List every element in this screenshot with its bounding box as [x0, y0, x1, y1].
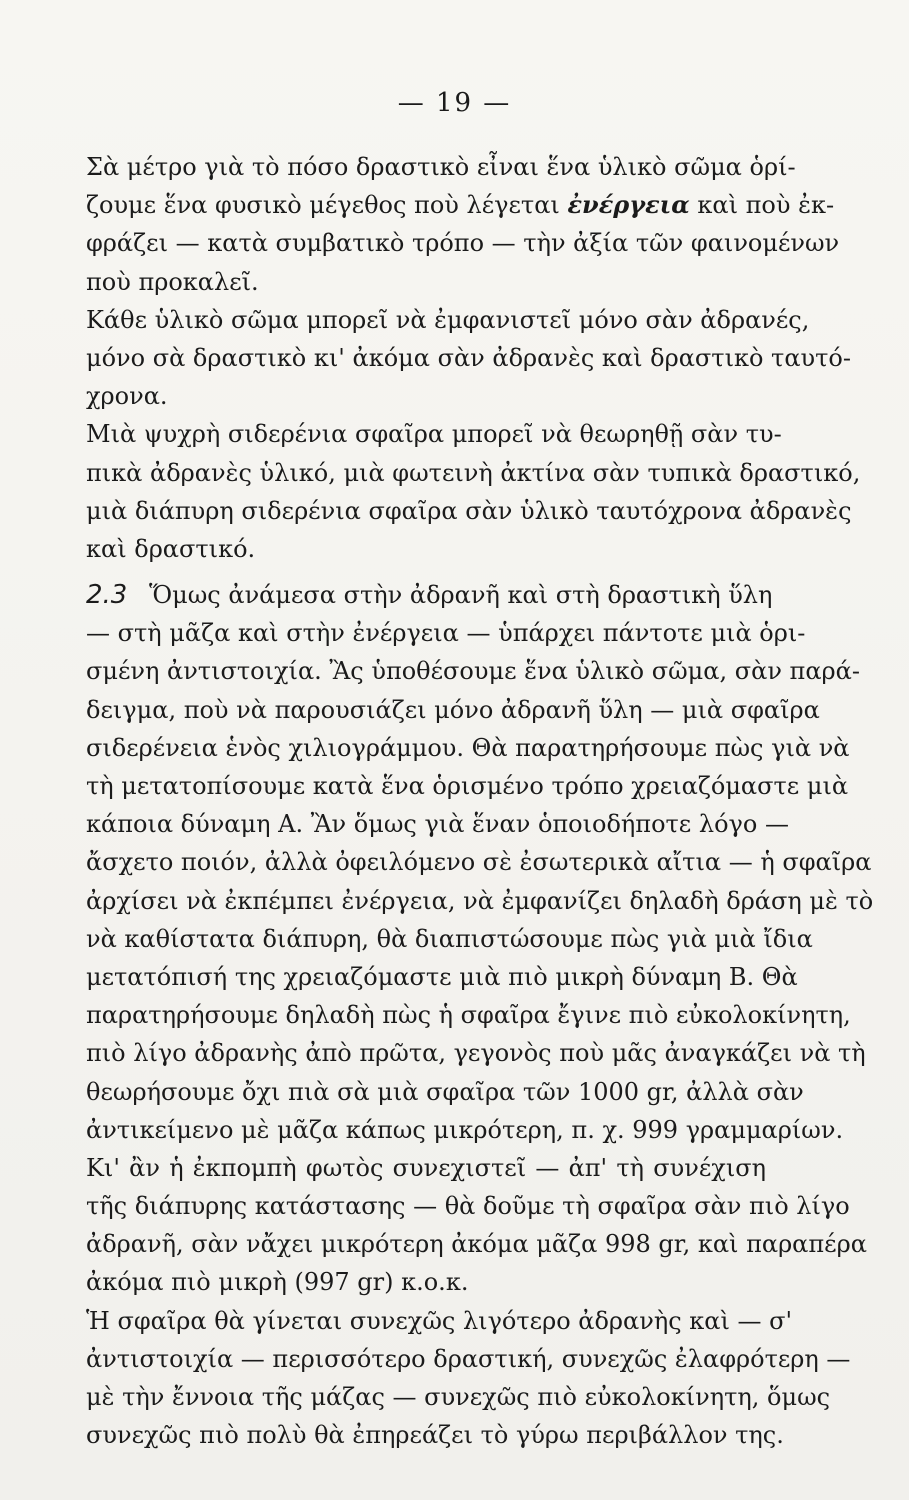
text-line: Ἡ σφαῖρα θὰ γίνεται συνεχῶς λιγότερο ἀδρανὴς καὶ — σ': [86, 1306, 793, 1335]
text-line: δειγμα, ποὺ νὰ παρουσιάζει μόνο ἀδρανῆ ὕλη — μιὰ σφαῖρα: [86, 695, 820, 724]
text-line: Κάθε ὑλικὸ σῶμα μπορεῖ νὰ ἐμφανιστεῖ μόνο σὰν ἀδρανές,: [86, 305, 810, 334]
text-line: παρατηρήσουμε δηλαδὴ πὼς ἡ σφαῖρα ἔγινε πιὸ εὐκολοκίνητη,: [86, 1001, 851, 1030]
text-line: ἄσχετο ποιόν, ἀλλὰ ὀφειλόμενο σὲ ἐσωτερικὰ αἴτια — ἡ σφαῖρα: [86, 848, 872, 877]
text-line: Σὰ μέτρο γιὰ τὸ πόσο δραστικὸ εἶναι ἕνα ὑλικὸ σῶμα ὁρί-: [86, 153, 796, 181]
page-number: — 19 —: [397, 88, 512, 118]
text-line: τὴ μετατοπίσουμε κατὰ ἕνα ὁρισμένο τρόπο χρειαζόμαστε μιὰ: [86, 772, 849, 800]
text-line: κάποια δύναμη Α. Ἂν ὅμως γιὰ ἕναν ὁποιοδήποτε λόγο —: [86, 810, 789, 839]
text-line: νὰ καθίστατα διάπυρη, θὰ διαπιστώσουμε πὼς γιὰ μιὰ ἴδια: [86, 924, 813, 953]
text-line: συνεχῶς πιὸ πολὺ θὰ ἐπηρεάζει τὸ γύρω περιβάλλον της.: [86, 1421, 784, 1450]
body-text: [86, 148, 874, 1454]
text-line: ἀδρανῆ, σὰν νἄχει μικρότερη ἀκόμα μᾶζα 998 gr, καὶ παραπέρα: [86, 1230, 867, 1259]
text-line: ποὺ προκαλεῖ.: [86, 267, 259, 296]
text-line: Μιὰ ψυχρὴ σιδερένια σφαῖρα μπορεῖ νὰ θεωρηθῇ σὰν τυ-: [86, 420, 782, 449]
text-line: μόνο σὰ δραστικὸ κι' ἀκόμα σὰν ἀδρανὲς καὶ δραστικὸ ταυτό-: [86, 343, 851, 372]
term-energy: ἐνέργεια: [567, 190, 690, 220]
text-line: ἀντικείμενο μὲ μᾶζα κάπως μικρότερη, π. χ. 999 γραμμαρίων.: [86, 1115, 844, 1144]
text-line: [86, 186, 835, 224]
text-line: σμένη ἀντιστοιχία. Ἂς ὑποθέσουμε ἕνα ὑλικὸ σῶμα, σὰν παρά-: [86, 657, 860, 686]
text-line: μετατόπισή της χρειαζόμαστε μιὰ πιὸ μικρὴ δύναμη Β. Θὰ: [86, 962, 798, 991]
text-line: σιδερένεια ἑνὸς χιλιογράμμου. Θὰ παρατηρήσουμε πὼς γιὰ νὰ: [86, 733, 850, 762]
text-line: τῆς διάπυρης κατάστασης — θὰ δοῦμε τὴ σφαῖρα σὰν πιὸ λίγο: [86, 1192, 850, 1221]
section-number: 2.3: [86, 580, 128, 611]
text-line: χρονα.: [86, 382, 168, 411]
text-line: καὶ δραστικό.: [86, 534, 256, 563]
text-line: ἀντιστοιχία — περισσότερο δραστική, συνεχῶς ἐλαφρότερη —: [86, 1344, 851, 1373]
text-line: — στὴ μᾶζα καὶ στὴν ἐνέργεια — ὑπάρχει πάντοτε μιὰ ὁρι-: [86, 619, 806, 648]
text-line: πιὸ λίγο ἀδρανὴς ἀπὸ πρῶτα, γεγονὸς ποὺ μᾶς ἀναγκάζει νὰ τὴ: [86, 1039, 866, 1068]
text-segment: ζουμε ἕνα φυσικὸ μέγεθος ποὺ λέγεται: [86, 191, 560, 220]
text-line: ἀκόμα πιὸ μικρὴ (997 gr) κ.ο.κ.: [86, 1268, 469, 1297]
text-line: Κι' ἂν ἡ ἐκπομπὴ φωτὸς συνεχιστεῖ — ἀπ' τὴ συνέχιση: [86, 1153, 766, 1182]
text-line: μὲ τὴν ἔννοια τῆς μάζας — συνεχῶς πιὸ εὐκολοκίνητη, ὅμως: [86, 1383, 831, 1411]
text-segment: καὶ ποὺ ἐκ-: [697, 191, 835, 220]
text-line: θεωρήσουμε ὄχι πιὰ σὰ μιὰ σφαῖρα τῶν 1000 gr, ἀλλὰ σὰν: [86, 1077, 804, 1106]
text-segment: Ὅμως ἀνάμεσα στὴν ἀδρανῆ καὶ στὴ δραστικὴ ὕλη: [149, 581, 773, 610]
text-line: φράζει — κατὰ συμβατικὸ τρόπο — τὴν ἀξία τῶν φαινομένων: [86, 229, 840, 258]
text-line: [86, 576, 773, 614]
text-line: μιὰ διάπυρη σιδερένια σφαῖρα σὰν ὑλικὸ ταυτόχρονα ἀδρανὲς: [86, 496, 852, 525]
text-line: ἀρχίσει νὰ ἐκπέμπει ἐνέργεια, νὰ ἐμφανίζει δηλαδὴ δράση μὲ τὸ: [86, 886, 874, 915]
text-line: πικὰ ἀδρανὲς ὑλικό, μιὰ φωτεινὴ ἀκτίνα σὰν τυπικὰ δραστικό,: [86, 458, 861, 487]
